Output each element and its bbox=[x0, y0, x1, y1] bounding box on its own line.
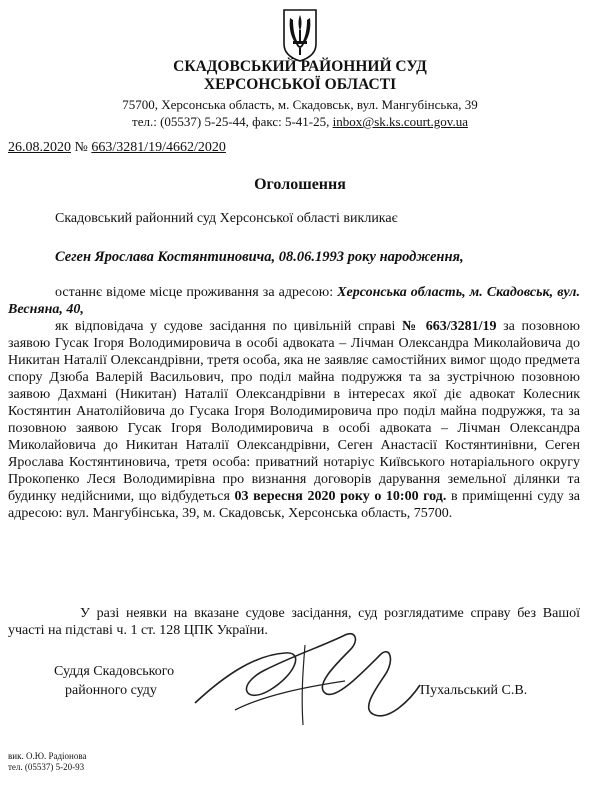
trident-emblem-icon bbox=[281, 8, 319, 62]
hearing-text-a: як відповідача у судове засідання по цивільній справі bbox=[55, 319, 402, 334]
residence-address: Херсонська область, м. Скадовськ, вул. Весняна, 40, bbox=[8, 285, 580, 317]
case-date: 26.08.2020 bbox=[8, 140, 71, 155]
email-link[interactable]: inbox@sk.ks.court.gov.ua bbox=[332, 114, 468, 129]
judge-title-line1: Суддя Скадовського bbox=[54, 664, 175, 679]
residence-text: останнє відоме місце проживання за адресою: bbox=[55, 285, 338, 300]
case-reference bbox=[8, 139, 226, 156]
case-number-label: № bbox=[71, 140, 92, 155]
court-name: СКАДОВСЬКИЙ РАЙОННИЙ СУД bbox=[173, 58, 427, 75]
absence-paragraph: У разі неявки на вказане судове засідання, суд розглядатиме справу без Вашої участі на підставі ч. 1 ст. 128 ЦПК України. bbox=[8, 606, 580, 638]
hearing-text-b: за позовною заявою Гусак Ігоря Володимировича в особі адвоката – Лічман Олександра Миколайовича до Никитан Наталії Олександрівни, третя особа, яка не заявляє самостійних вимог щодо предмета спору Дзюба Валерій Васильович, про поділ майна подружжя та за зустрічною позовною заявою Дахмані (Никитан) Наталії Олександрівни в інтересах якої діє адвокат Колесник Костянтин Анатолійовича до Гусака Ігоря Володимировича про поділ майна подружжя, та за позовною заявою Гусак Ігоря Володимировича в особі адвоката – Лічман Олександра Миколайовича до Никитан Наталії Олександрівни, Сеген Анастасії Костянтинівни, Сеген Ярослава Костянтиновича, третя особа: приватний нотаріус Київського нотаріального округу Прокопенко Леся Володимирівна про визнання договорів дарування земельної ділянки та будинку недійсними, що відбудеться bbox=[8, 319, 580, 504]
judge-title-line2: районного суду bbox=[65, 683, 157, 698]
executor-name: вик. О.Ю. Радіонова bbox=[8, 751, 87, 761]
intro-text: Скадовський районний суд Херсонської області викликає bbox=[55, 211, 398, 226]
residence-paragraph bbox=[8, 284, 580, 318]
contacts-phone-fax: тел.: (05537) 5-25-44, факс: 5-41-25, bbox=[132, 114, 333, 129]
court-address: 75700, Херсонська область, м. Скадовськ, вул. Мангубінська, 39 bbox=[122, 97, 478, 112]
court-region: ХЕРСОНСЬКОЇ ОБЛАСТІ bbox=[203, 76, 397, 93]
executor-info bbox=[8, 751, 86, 773]
hearing-paragraph bbox=[8, 318, 580, 522]
hearing-datetime: 03 вересня 2020 року о 10:00 год. bbox=[234, 489, 447, 504]
court-contacts bbox=[0, 114, 600, 130]
judge-name: Пухальський С.В. bbox=[420, 683, 528, 698]
case-number: 663/3281/19/4662/2020 bbox=[91, 140, 226, 155]
summoned-person: Сеген Ярослава Костянтиновича, 08.06.1993 року народження, bbox=[55, 249, 464, 265]
hearing-text-c: в приміщенні суду за адресою: вул. Мангубінська, 39, м. Скадовськ, Херсонська область, 75700. bbox=[8, 489, 580, 521]
notice-body bbox=[8, 284, 580, 522]
civil-case-number: № 663/3281/19 bbox=[401, 319, 497, 334]
document-title: Оголошення bbox=[254, 176, 346, 193]
executor-phone: тел. (05537) 5-20-93 bbox=[8, 762, 85, 772]
handwritten-signature bbox=[175, 615, 430, 735]
